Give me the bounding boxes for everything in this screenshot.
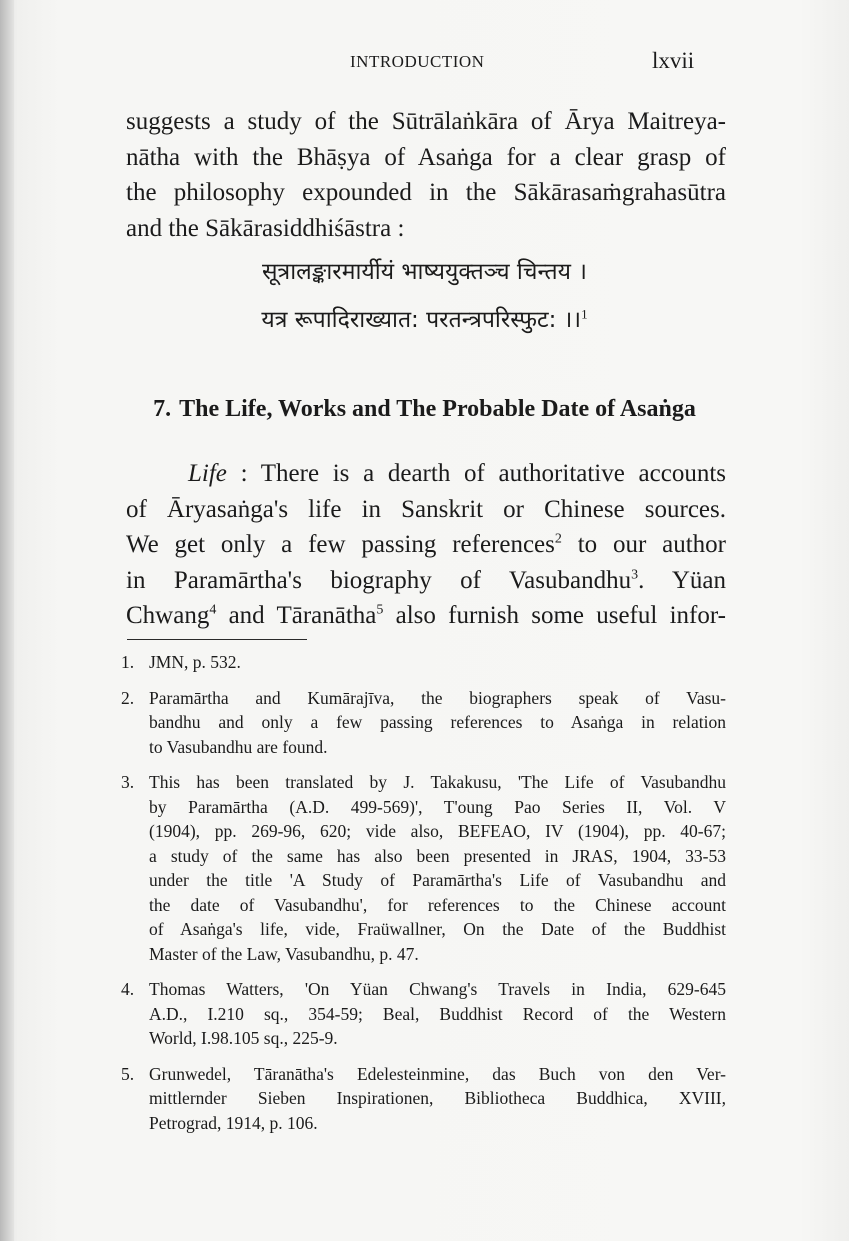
opening-paragraph [126,104,726,246]
footnote-number: 5. [121,1063,135,1084]
footnote-line: (1904), pp. 269-96, 620; vide also, BEFEAO, IV (1904), pp. 40-67; [149,821,726,841]
footnote-line: Petrograd, 1914, p. 106. [149,1112,318,1133]
footnote-3 [121,770,726,966]
footnote-line: Paramārtha and Kumārajīva, the biographers speak of Vasu- [149,687,726,708]
running-head [0,50,849,74]
footnote-line: Thomas Watters, 'On Yüan Chwang's Travels in India, 629-645 [149,979,726,999]
footnote-number: 1. [121,652,135,672]
footnote-line: the date of Vasubandhu', for references to the Chinese account [149,894,726,915]
footnote-line: to Vasubandhu are found. [149,736,328,757]
footnote-line: bandhu and only a few passing references to Asaṅga in relation [149,712,726,732]
running-title: INTRODUCTION [350,52,485,71]
footnote-1 [121,650,726,675]
opening-line-3: the philosophy expounded in the Sākārasaṁgrahasūtra [126,179,726,206]
footnote-line: a study of the same has also been presented in JRAS, 1904, 33-53 [149,845,726,866]
footnote-number: 4. [121,979,135,999]
opening-line-2: nātha with the Bhāṣya of Asaṅga for a clear grasp of [126,143,726,171]
sanskrit-verse-text-1: सूत्रालङ्कारमार्यीयं भाष्ययुक्तञ्च चिन्तय । [261,259,588,285]
footnote-number: 3. [121,772,135,792]
life-line-1 [126,456,726,492]
footnote-5 [121,1062,726,1136]
life-label: Life [188,460,227,487]
footnote-line: World, I.98.105 sq., 225-9. [149,1028,338,1048]
section-number: 7. [153,396,172,422]
sanskrit-verse-line-2 [0,302,849,334]
life-line-4-b: . Yüan [638,566,726,594]
life-line-5-a: Chwang [126,602,210,629]
footnote-2 [121,686,726,760]
footnote-line: This has been translated by J. Takakusu, 'The Life of Vasubandhu [149,772,726,792]
footnote-ref-3: 3 [631,567,639,583]
footnote-number: 2. [121,687,135,708]
footnote-line: under the title 'A Study of Paramārtha's Life of Vasubandhu and [149,870,726,890]
life-line-3-a: We get only a few passing references [126,531,555,558]
footnote-ref-5: 5 [376,602,384,618]
life-line-5 [126,598,726,634]
footnote-ref-2: 2 [554,531,562,547]
sanskrit-verse-line-1 [0,254,849,286]
footnote-line: A.D., I.210 sq., 354-59; Beal, Buddhist Record of the Western [149,1003,726,1024]
footnotes [121,650,726,1146]
life-line-5-b: and Tāranātha [216,602,377,629]
footnote-line: Master of the Law, Vasubandhu, p. 47. [149,943,419,964]
footnote-rule [127,639,307,640]
life-line-1-text: : There is a dearth of authoritative accounts [226,460,726,487]
life-line-5-c: also furnish some useful infor- [383,602,726,629]
sanskrit-verse-text-2: यत्र रूपादिराख्यात: परतन्त्रपरिस्फुट: ।। [261,307,582,333]
footnote-line: by Paramārtha (A.D. 499-569)', T'oung Pao Series II, Vol. V [149,796,726,817]
section-heading [0,396,849,423]
footnote-4 [121,977,726,1051]
life-line-4-a: in Paramārtha's biography of Vasubandhu [126,566,632,594]
page-number: lxvii [652,48,695,73]
footnote-line: JMN, p. 532. [149,652,241,672]
life-line-4 [126,563,726,599]
footnote-ref-4: 4 [209,602,217,618]
life-line-3 [126,527,726,563]
section-title: The Life, Works and The Probable Date of Asaṅga [179,396,696,422]
footnote-ref-1: 1 [581,306,588,322]
footnote-line: of Asaṅga's life, vide, Fraüwallner, On the Date of the Buddhist [149,919,726,939]
life-paragraph [126,456,726,634]
life-line-3-b: to our author [561,531,727,558]
life-line-2: of Āryasaṅga's life in Sanskrit or Chinese sources. [126,495,726,523]
binding-edge [0,0,14,1241]
opening-line-1: suggests a study of the Sūtrālaṅkāra of Ārya Maitreya- [126,108,726,135]
opening-line-4: and the Sākārasiddhiśāstra : [126,214,405,242]
footnote-line: mittlernder Sieben Inspirationen, Bibliotheca Buddhica, XVIII, [149,1088,726,1108]
footnote-line: Grunwedel, Tāranātha's Edelesteinmine, das Buch von den Ver- [149,1063,726,1084]
